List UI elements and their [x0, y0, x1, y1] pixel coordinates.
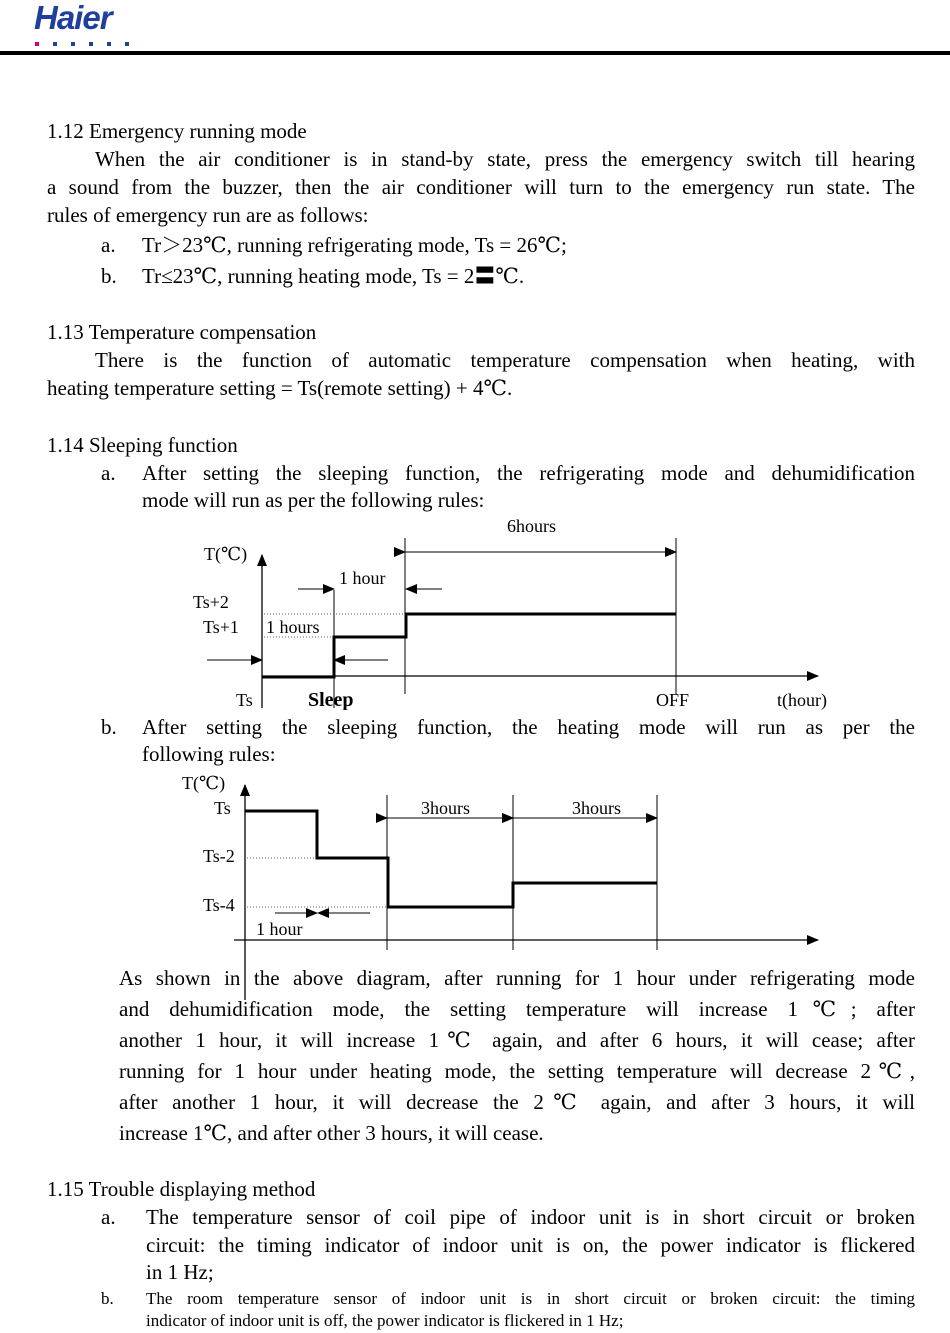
explanation-line-3: another 1 hour, it will increase 1℃ again, and after 6 hours, it will cease; after	[119, 1028, 915, 1052]
list-marker-b: b.	[101, 1289, 114, 1308]
label-1hours: 1 hours	[266, 617, 320, 637]
emergency-rule-a: Tr＞23℃, running refrigerating mode, Ts = 26℃;	[142, 233, 567, 257]
label-ts-plus-1: Ts+1	[203, 617, 239, 637]
section-1-12-title: 1.12 Emergency running mode	[47, 119, 307, 143]
label-time-axis: t(hour)	[777, 690, 827, 710]
label-3hours-b: 3hours	[572, 798, 621, 818]
section-1-12-p2: a sound from the buzzer, then the air conditioner will turn to the emergency run state. The	[47, 175, 915, 199]
section-1-15-b-line2: indicator of indoor unit is off, the power indicator is flickered in 1 Hz;	[146, 1311, 624, 1330]
brand-logo: Haier	[34, 0, 112, 36]
label-sleep: Sleep	[308, 689, 354, 710]
list-marker-a: a.	[101, 233, 116, 257]
temperature-step-line	[245, 811, 657, 907]
label-1hour: 1 hour	[339, 568, 386, 588]
label-ts-minus-4: Ts-4	[203, 895, 235, 915]
label-6hours: 6hours	[507, 516, 556, 536]
section-1-14-a-line2: mode will run as per the following rules:	[142, 488, 485, 512]
section-1-14-b-line2: following rules:	[142, 742, 276, 766]
brand-logo-dots	[35, 33, 145, 41]
list-marker-b: b.	[101, 715, 117, 739]
section-1-15-a-line1: The temperature sensor of coil pipe of indoor unit is in short circuit or broken	[146, 1205, 915, 1229]
explanation-line-1: As shown in the above diagram, after running for 1 hour under refrigerating mode	[119, 966, 915, 990]
section-1-15-title: 1.15 Trouble displaying method	[47, 1177, 316, 1201]
label-3hours-a: 3hours	[421, 798, 470, 818]
section-1-15-a-line2: circuit: the timing indicator of indoor unit is on, the power indicator is flickered	[146, 1233, 915, 1257]
explanation-line-5: after another 1 hour, it will decrease the 2℃ again, and after 3 hours, it will	[119, 1090, 915, 1114]
section-1-14-title: 1.14 Sleeping function	[47, 433, 238, 457]
label-ts: Ts	[236, 690, 253, 710]
label-temperature-axis: T(℃)	[204, 544, 248, 564]
list-marker-a: a.	[101, 1205, 116, 1229]
section-1-14-a-line1: After setting the sleeping function, the refrigerating mode and dehumidification	[142, 461, 915, 485]
section-1-14-b-line1: After setting the sleeping function, the heating mode will run as per the	[142, 715, 915, 739]
label-ts-plus-2: Ts+2	[193, 592, 229, 612]
label-temperature-axis: T(℃)	[182, 773, 226, 793]
emergency-rule-b: Tr≤23℃, running heating mode, Ts = 2〓℃.	[142, 264, 525, 288]
section-1-15-b-line1: The room temperature sensor of indoor unit is in short circuit or broken circuit: the timing	[146, 1289, 915, 1308]
label-1hour: 1 hour	[256, 919, 303, 939]
section-1-13-title: 1.13 Temperature compensation	[47, 320, 317, 344]
section-1-13-p2: heating temperature setting = Ts(remote setting) + 4℃.	[47, 376, 513, 400]
section-1-13-p1: There is the function of automatic temperature compensation when heating, with	[95, 348, 915, 372]
section-1-12-p3: rules of emergency run are as follows:	[47, 203, 369, 227]
header-divider	[0, 51, 950, 55]
cooling-sleep-diagram	[0, 510, 950, 710]
explanation-line-2: and dehumidification mode, the setting temperature will increase 1℃; after	[119, 997, 915, 1021]
list-marker-a: a.	[101, 461, 116, 485]
section-1-15-a-line3: in 1 Hz;	[146, 1260, 214, 1284]
label-off: OFF	[656, 690, 690, 710]
explanation-line-4: running for 1 hour under heating mode, the setting temperature will decrease 2℃,	[119, 1059, 915, 1083]
explanation-line-6: increase 1℃, and after other 3 hours, it will cease.	[119, 1121, 544, 1145]
label-ts-minus-2: Ts-2	[203, 846, 235, 866]
temperature-step-line	[262, 614, 676, 677]
section-1-12-p1: When the air conditioner is in stand-by state, press the emergency switch till hearing	[95, 147, 915, 171]
label-ts: Ts	[214, 798, 231, 818]
list-marker-b: b.	[101, 264, 117, 288]
